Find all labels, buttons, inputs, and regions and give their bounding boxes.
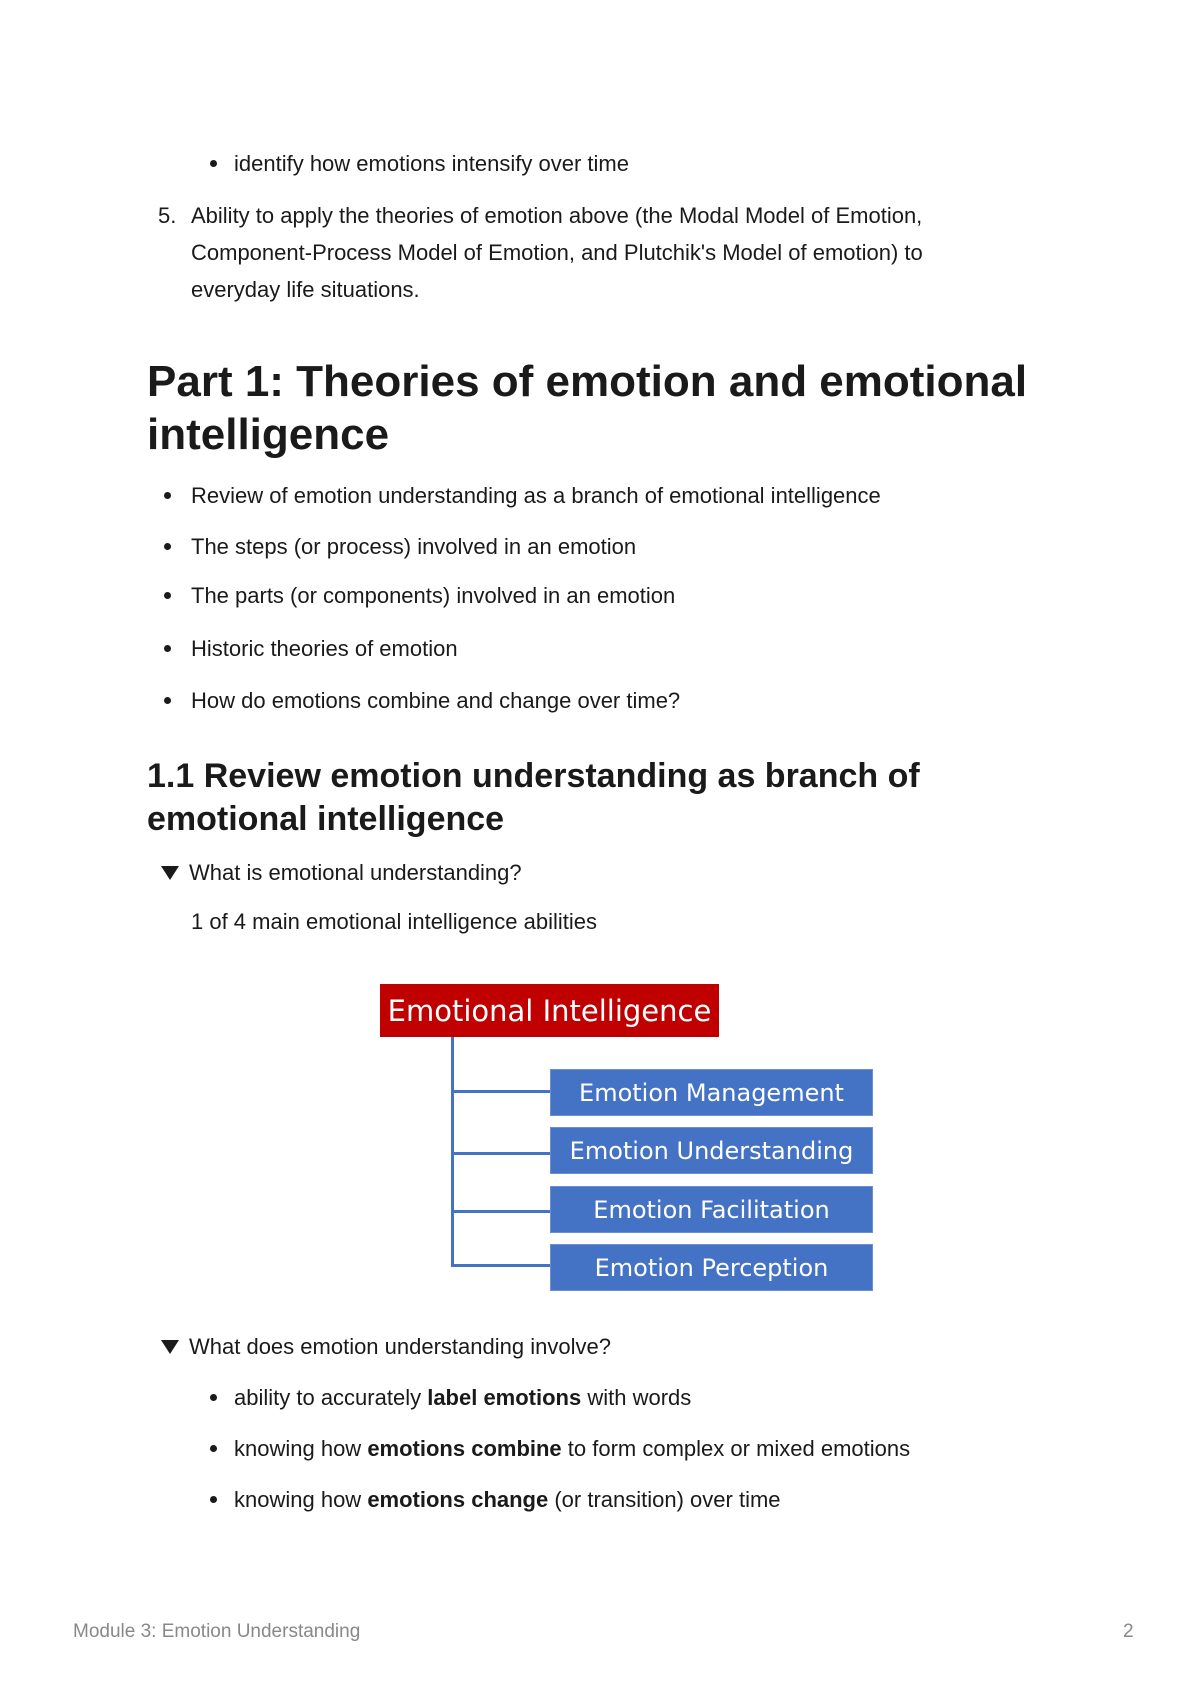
- connector-line: [451, 1090, 551, 1093]
- triangle-down-icon[interactable]: [161, 866, 179, 880]
- text: (or transition) over time: [548, 1487, 781, 1512]
- diagram-child-box: Emotion Understanding: [550, 1127, 873, 1174]
- section-heading: 1.1 Review emotion understanding as branch of: [147, 757, 920, 795]
- bullet-icon: [210, 1394, 217, 1401]
- toggle-label[interactable]: What does emotion understanding involve?: [189, 1334, 611, 1359]
- list-number: 5.: [158, 203, 177, 228]
- list-item-text: Component-Process Model of Emotion, and Plutchik's Model of emotion) to: [191, 240, 923, 265]
- page-number: 2: [1123, 1621, 1134, 1642]
- bullet-icon: [210, 160, 217, 167]
- bullet-icon: [164, 543, 171, 550]
- sub-bullet-text: identify how emotions intensify over time: [234, 151, 629, 176]
- connector-line: [451, 1210, 551, 1213]
- list-item: How do emotions combine and change over time?: [191, 688, 681, 713]
- list-item: [234, 1481, 781, 1518]
- text: knowing how: [234, 1436, 368, 1461]
- bullet-icon: [164, 697, 171, 704]
- list-item: [234, 1379, 691, 1416]
- toggle-body-text: 1 of 4 main emotional intelligence abilities: [191, 909, 598, 934]
- text: ability to accurately: [234, 1385, 428, 1410]
- list-item-text: Ability to apply the theories of emotion above (the Modal Model of Emotion,: [191, 203, 923, 228]
- section-heading: emotional intelligence: [147, 800, 505, 838]
- part-heading: intelligence: [147, 410, 390, 459]
- bold-text: label emotions: [427, 1385, 582, 1410]
- triangle-down-icon[interactable]: [161, 1340, 179, 1354]
- list-item-text: everyday life situations.: [191, 277, 420, 302]
- toggle-label[interactable]: What is emotional understanding?: [189, 860, 522, 885]
- text: knowing how: [234, 1487, 368, 1512]
- bullet-icon: [164, 592, 171, 599]
- diagram-child-box: Emotion Perception: [550, 1244, 873, 1291]
- bullet-icon: [164, 645, 171, 652]
- list-item: The parts (or components) involved in an emotion: [191, 583, 676, 608]
- bold-text: emotions change: [367, 1487, 549, 1512]
- diagram-child-box: Emotion Management: [550, 1069, 873, 1116]
- diagram-root-box: Emotional Intelligence: [380, 984, 719, 1037]
- connector-line: [451, 1264, 551, 1267]
- bullet-icon: [210, 1496, 217, 1503]
- list-item: Historic theories of emotion: [191, 636, 458, 661]
- footer-title: Module 3: Emotion Understanding: [73, 1621, 361, 1642]
- bold-text: emotions combine: [367, 1436, 562, 1461]
- diagram-child-box: Emotion Facilitation: [550, 1186, 873, 1233]
- text: to form complex or mixed emotions: [561, 1436, 911, 1461]
- part-heading: Part 1: Theories of emotion and emotional: [147, 357, 1028, 406]
- bullet-icon: [210, 1445, 217, 1452]
- connector-line: [451, 1152, 551, 1155]
- list-item: Review of emotion understanding as a branch of emotional intelligence: [191, 483, 881, 508]
- list-item: The steps (or process) involved in an emotion: [191, 534, 637, 559]
- bullet-icon: [164, 492, 171, 499]
- text: with words: [581, 1385, 692, 1410]
- list-item: [234, 1430, 910, 1467]
